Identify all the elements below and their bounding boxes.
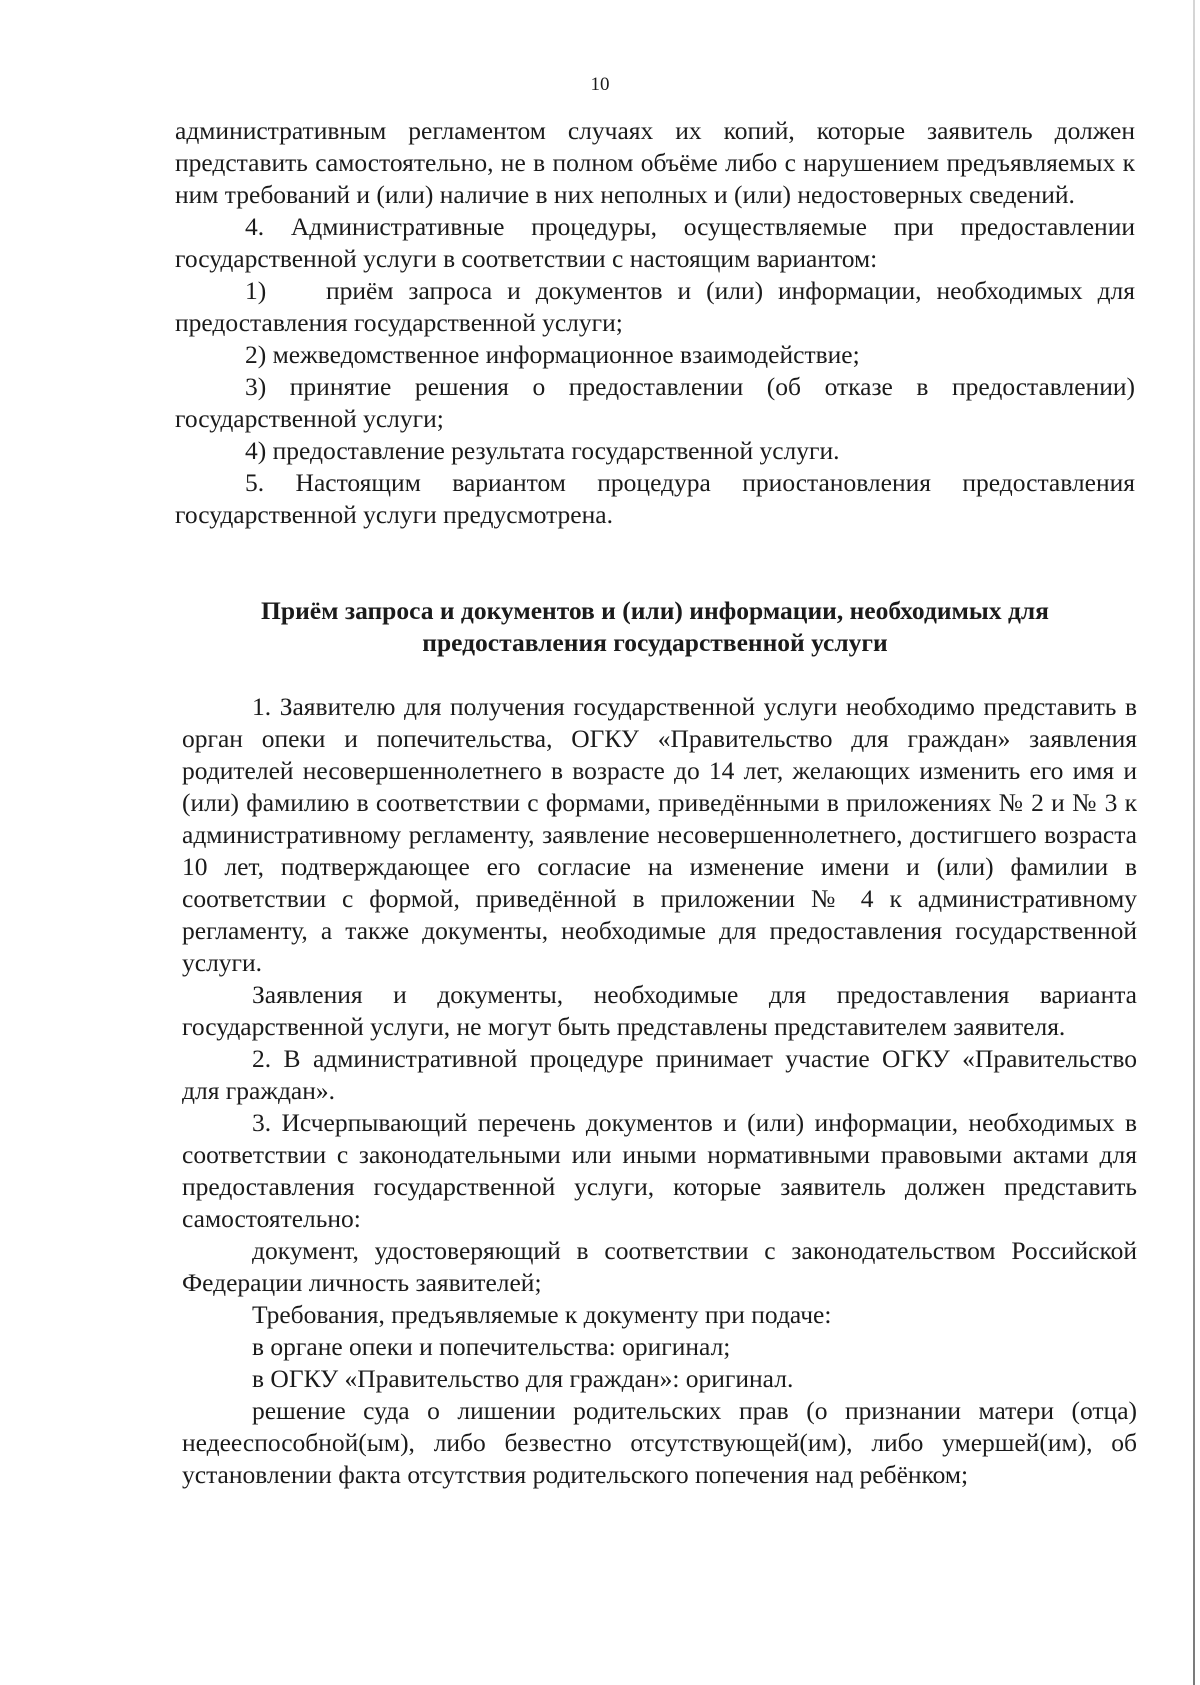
paragraph-continuation: административным регламентом случаях их копий, которые заявитель должен представить самостоятельно, не в полном объёме либо с нарушением предъявляемых к ним требований и (или) наличие в них неполных и (или) недостоверных сведений. [175, 116, 1135, 209]
paragraph-court-decision: решение суда о лишении родительских прав (о признании матери (отца) недееспособной(ым), либо безвестно отсутствующей(им), либо умершей(им), об установлении факта отсутствия родительского попечения над ребёнком; [182, 1396, 1137, 1489]
list-item-1: 1) приём запроса и документов и (или) информации, необходимых для предоставления государственной услуги; [175, 276, 1135, 337]
section-heading [175, 595, 1135, 659]
paragraph-item-3: 3. Исчерпывающий перечень документов и (или) информации, необходимых в соответствии с законодательными или иными нормативными правовыми актами для предоставления государственной услуги, которые заявитель должен представить самостоятельно: [182, 1108, 1137, 1233]
paragraph-requirements: Требования, предъявляемые к документу при подаче: [252, 1300, 832, 1329]
list-item-3: 3) принятие решения о предоставлении (об отказе в предоставлении) государственной услуги; [175, 372, 1135, 433]
bottom-text-block [182, 691, 1137, 1491]
paragraph-guardianship-original: в органе опеки и попечительства: оригинал; [252, 1332, 731, 1361]
section-heading-line-2: предоставления государственной услуги [422, 628, 888, 657]
paragraph-item-1: 1. Заявителю для получения государственной услуги необходимо представить в орган опеки и попечительства, ОГКУ «Правительство для граждан» заявления родителей несовершеннолетнего в возрасте до 14 лет, желающих изменить его имя и (или) фамилию в соответствии с формами, приведёнными в приложениях № 2 и № 3 к административному регламенту, заявление несовершеннолетнего, достигшего возраста 10 лет, подтверждающее его согласие на изменение имени и (или) фамилии в соответствии с формой, приведённой в приложении № 4 к административному регламенту, а также документы, необходимые для предоставления государственной услуги. [182, 692, 1137, 977]
section-heading-line-1: Приём запроса и документов и (или) информации, необходимых для [261, 596, 1049, 625]
paragraph-representative: Заявления и документы, необходимые для предоставления варианта государственной услуги, не могут быть представлены представителем заявителя. [182, 980, 1137, 1041]
paragraph-item-5: 5. Настоящим вариантом процедура приостановления предоставления государственной услуги предусмотрена. [175, 468, 1135, 529]
paragraph-ogku-original: в ОГКУ «Правительство для граждан»: оригинал. [252, 1364, 794, 1393]
paragraph-item-2: 2. В административной процедуре принимает участие ОГКУ «Правительство для граждан». [182, 1044, 1137, 1105]
list-item-2: 2) межведомственное информационное взаимодействие; [245, 340, 860, 369]
top-text-block [175, 115, 1135, 531]
scan-edge-line [1193, 0, 1195, 1685]
list-item-4: 4) предоставление результата государственной услуги. [245, 436, 840, 465]
paragraph-identity-document: документ, удостоверяющий в соответствии с законодательством Российской Федерации личность заявителей; [182, 1236, 1137, 1297]
paragraph-item-4: 4. Административные процедуры, осуществляемые при предоставлении государственной услуги в соответствии с настоящим вариантом: [175, 212, 1135, 273]
page-number: 10 [590, 74, 610, 95]
